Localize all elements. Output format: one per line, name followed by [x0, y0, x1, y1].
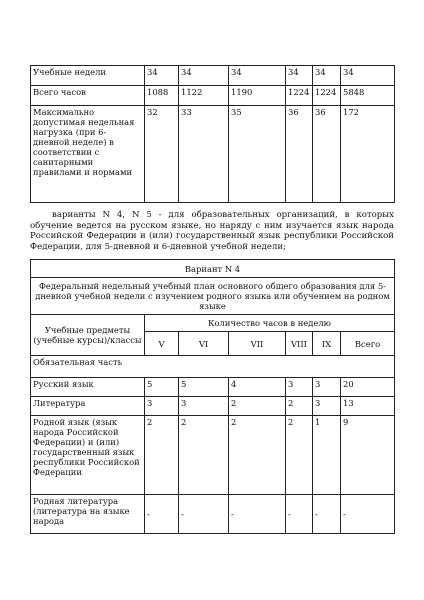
- table-cell: 172: [341, 106, 395, 203]
- table-row: [31, 106, 395, 203]
- table-row: [31, 378, 395, 397]
- table-row: [31, 416, 395, 495]
- table-cell: 13: [341, 397, 395, 416]
- table-row: [31, 495, 395, 534]
- table-cell: -: [286, 495, 313, 534]
- grade-header: IX: [313, 332, 341, 356]
- table-row: [31, 397, 395, 416]
- grade-header: Всего: [341, 332, 395, 356]
- subjects-header: Учебные предметы (учебные курсы)/классы: [31, 315, 145, 356]
- table-cell: 35: [229, 106, 286, 203]
- table-cell: 2: [179, 416, 229, 495]
- table-cell: -: [313, 495, 341, 534]
- table-row: [31, 356, 395, 378]
- curriculum-table: [30, 259, 395, 534]
- subject-name: Родной язык (язык народа Российской Федерации) и (или) государственный язык республики Российской Федерации: [31, 416, 145, 495]
- table-row: [31, 260, 395, 278]
- table-row: [31, 278, 395, 315]
- table-cell: 34: [286, 66, 313, 86]
- subject-name: Русский язык: [31, 378, 145, 397]
- grade-header: VII: [229, 332, 286, 356]
- table-cell: 3: [313, 378, 341, 397]
- table-cell: 4: [229, 378, 286, 397]
- table-cell: 3: [313, 397, 341, 416]
- table-cell: 1122: [179, 86, 229, 106]
- subject-name: Родная литература (литература на языке народа: [31, 495, 145, 534]
- table-cell: -: [341, 495, 395, 534]
- table-cell: 32: [145, 106, 179, 203]
- table-cell: 2: [229, 397, 286, 416]
- table-cell: 36: [286, 106, 313, 203]
- table-cell: 1088: [145, 86, 179, 106]
- table-cell: -: [179, 495, 229, 534]
- table-row: [31, 66, 395, 86]
- table-cell: 1224: [286, 86, 313, 106]
- table-cell: -: [145, 495, 179, 534]
- plan-title: Федеральный недельный учебный план основного общего образования для 5-дневной учебной недели с изучением родного языка или обучением на родном языке: [31, 278, 395, 315]
- table-cell: 5: [145, 378, 179, 397]
- table-row: [31, 315, 395, 332]
- table-cell: 3: [145, 397, 179, 416]
- table-cell: 2: [229, 416, 286, 495]
- subject-name: Литература: [31, 397, 145, 416]
- table-cell: 3: [179, 397, 229, 416]
- table-cell: 3: [286, 378, 313, 397]
- grade-header: V: [145, 332, 179, 356]
- table-cell: 1224: [313, 86, 341, 106]
- table-cell: 34: [229, 66, 286, 86]
- table-cell: 36: [313, 106, 341, 203]
- table-cell: 33: [179, 106, 229, 203]
- table-cell: 1: [313, 416, 341, 495]
- row-label: Максимально допустимая недельная нагрузка (при 6-дневной неделе) в соответствии с санитарными правилами и нормами: [31, 106, 145, 203]
- table-row: [31, 86, 395, 106]
- grade-header: VIII: [286, 332, 313, 356]
- table-cell: 5848: [341, 86, 395, 106]
- table-cell: 34: [145, 66, 179, 86]
- variant-title: Вариант N 4: [31, 260, 395, 278]
- table-cell: 9: [341, 416, 395, 495]
- grade-header: VI: [179, 332, 229, 356]
- weekly-hours-table: [30, 65, 395, 203]
- table-cell: 34: [179, 66, 229, 86]
- row-label: Всего часов: [31, 86, 145, 106]
- table-cell: 2: [286, 397, 313, 416]
- hours-header: Количество часов в неделю: [145, 315, 395, 332]
- table-cell: 5: [179, 378, 229, 397]
- table-cell: 2: [286, 416, 313, 495]
- section-heading: Обязательная часть: [31, 356, 395, 378]
- table-cell: 2: [145, 416, 179, 495]
- table-cell: 20: [341, 378, 395, 397]
- table-cell: 34: [313, 66, 341, 86]
- table-cell: 34: [341, 66, 395, 86]
- table-cell: -: [229, 495, 286, 534]
- row-label: Учебные недели: [31, 66, 145, 86]
- variants-paragraph: варианты N 4, N 5 - для образовательных организаций, в которых обучение ведется на русском языке, но наряду с ним изучается язык народа Российской Федерации и (или) государственный язык республики Российской Федерации, для 5-дневной и 6-дневной учебной недели;: [30, 210, 394, 252]
- table-cell: 1190: [229, 86, 286, 106]
